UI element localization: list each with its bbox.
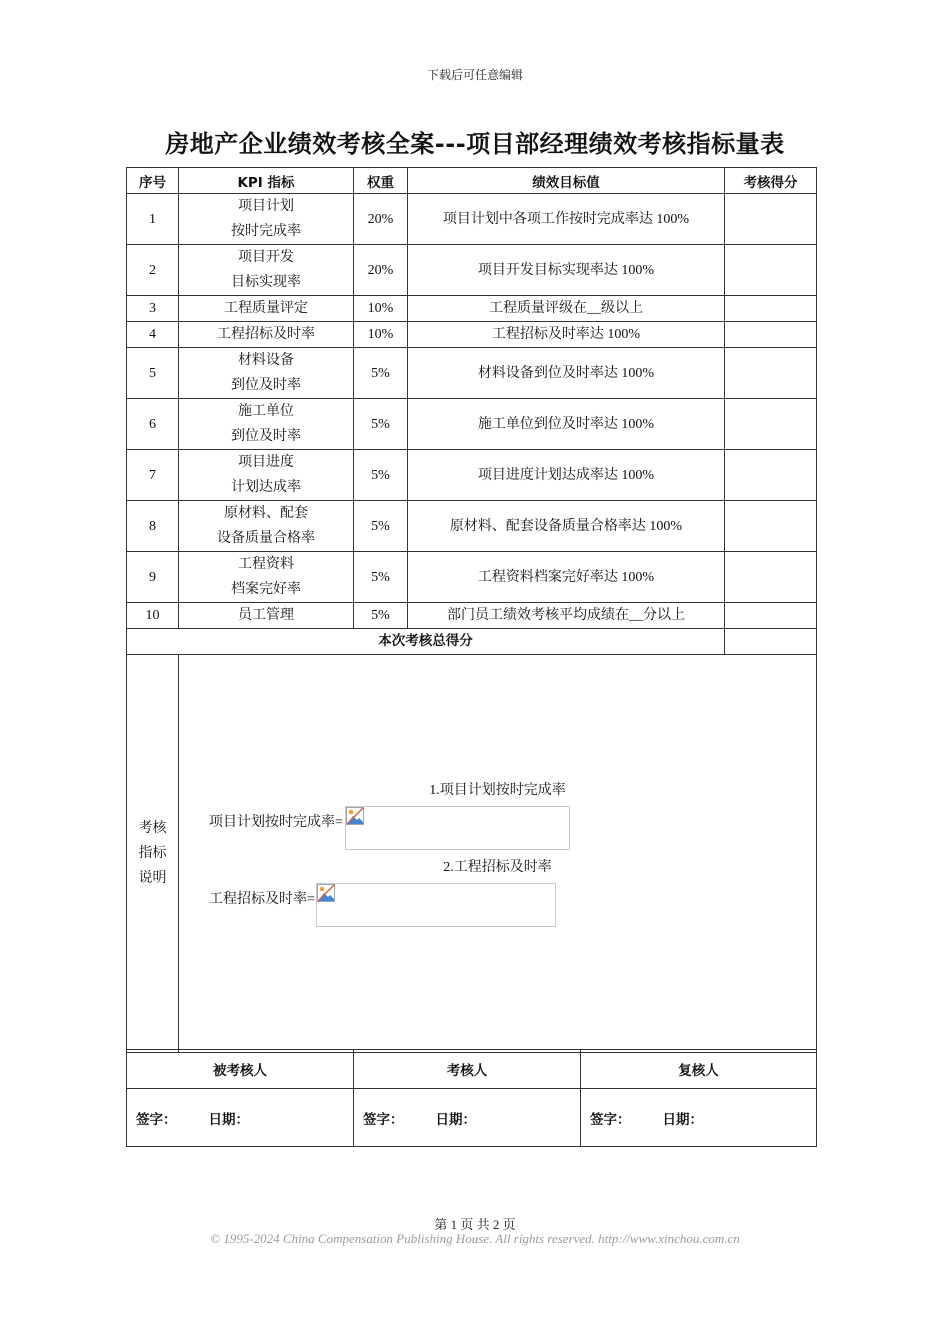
kpi-name-line: 工程资料 xyxy=(238,557,294,572)
kpi-name-line: 档案完好率 xyxy=(231,582,301,597)
header-note: 下载后可任意编辑 xyxy=(426,68,523,82)
kpi-score-cell[interactable] xyxy=(725,322,817,348)
kpi-target: 工程招标及时率达 100% xyxy=(408,322,725,348)
row-number: 6 xyxy=(127,399,179,450)
sign-label: 签字： xyxy=(136,1111,177,1128)
notes-label-line: 指标 xyxy=(138,846,167,861)
kpi-name xyxy=(179,399,354,450)
kpi-weight: 10% xyxy=(354,296,408,322)
kpi-weight: 5% xyxy=(354,603,408,629)
row-number: 9 xyxy=(127,552,179,603)
table-row xyxy=(127,194,817,245)
kpi-target: 材料设备到位及时率达 100% xyxy=(408,348,725,399)
kpi-score-cell[interactable] xyxy=(725,348,817,399)
total-score-label: 本次考核总得分 xyxy=(127,629,725,655)
kpi-target: 项目开发目标实现率达 100% xyxy=(408,245,725,296)
kpi-name-line: 项目开发 xyxy=(238,250,294,265)
kpi-name: 员工管理 xyxy=(179,603,354,629)
formula-text: 项目计划按时完成率= xyxy=(209,814,343,830)
date-label: 日期： xyxy=(208,1111,249,1128)
formula-row xyxy=(179,803,816,853)
kpi-name-line: 原材料、配套 xyxy=(224,506,308,521)
kpi-name xyxy=(179,501,354,552)
table-row xyxy=(127,501,817,552)
broken-image-icon xyxy=(346,807,364,825)
kpi-weight: 20% xyxy=(354,245,408,296)
table-row xyxy=(127,322,817,348)
kpi-weight: 5% xyxy=(354,501,408,552)
kpi-target: 工程资料档案完好率达 100% xyxy=(408,552,725,603)
signature-field-row xyxy=(127,1089,817,1147)
kpi-score-cell[interactable] xyxy=(725,552,817,603)
kpi-name-line: 按时完成率 xyxy=(231,224,301,239)
row-number: 5 xyxy=(127,348,179,399)
kpi-score-cell[interactable] xyxy=(725,245,817,296)
kpi-name-line: 到位及时率 xyxy=(231,378,301,393)
signature-table xyxy=(126,1049,817,1147)
reviewer-signature-cell[interactable] xyxy=(581,1089,817,1147)
row-number: 2 xyxy=(127,245,179,296)
kpi-name xyxy=(179,194,354,245)
kpi-name xyxy=(179,348,354,399)
table-row xyxy=(127,245,817,296)
kpi-target: 原材料、配套设备质量合格率达 100% xyxy=(408,501,725,552)
kpi-name-line: 到位及时率 xyxy=(231,429,301,444)
table-row xyxy=(127,399,817,450)
kpi-weight: 5% xyxy=(354,348,408,399)
kpi-weight: 20% xyxy=(354,194,408,245)
kpi-target: 工程质量评级在__级以上 xyxy=(408,296,725,322)
row-number: 10 xyxy=(127,603,179,629)
formula-image-placeholder xyxy=(316,883,556,927)
kpi-name xyxy=(179,450,354,501)
row-number: 4 xyxy=(127,322,179,348)
kpi-weight: 5% xyxy=(354,399,408,450)
kpi-name-line: 项目计划 xyxy=(238,199,294,214)
kpi-weight: 10% xyxy=(354,322,408,348)
kpi-score-cell[interactable] xyxy=(725,450,817,501)
notes-label-line: 考核 xyxy=(138,821,167,836)
sign-label: 签字： xyxy=(590,1111,631,1128)
header-score: 考核得分 xyxy=(725,168,817,194)
broken-image-icon xyxy=(317,884,335,902)
page-title: 房地产企业绩效考核全案---项目部经理绩效考核指标量表 xyxy=(165,130,785,158)
formula-image-placeholder xyxy=(345,806,570,850)
kpi-table xyxy=(126,167,817,1053)
notes-body xyxy=(179,655,817,1053)
date-label: 日期： xyxy=(662,1111,703,1128)
kpi-target: 项目计划中各项工作按时完成率达 100% xyxy=(408,194,725,245)
total-row xyxy=(127,629,817,655)
kpi-name-line: 施工单位 xyxy=(238,404,294,419)
formula-row xyxy=(179,880,816,930)
kpi-name: 工程质量评定 xyxy=(179,296,354,322)
date-label: 日期： xyxy=(435,1111,476,1128)
header-weight: 权重 xyxy=(354,168,408,194)
kpi-target: 部门员工绩效考核平均成绩在__分以上 xyxy=(408,603,725,629)
assessee-signature-cell[interactable] xyxy=(127,1089,354,1147)
row-number: 1 xyxy=(127,194,179,245)
kpi-score-cell[interactable] xyxy=(725,296,817,322)
total-score-cell[interactable] xyxy=(725,629,817,655)
kpi-score-cell[interactable] xyxy=(725,194,817,245)
role-reviewer: 复核人 xyxy=(581,1050,817,1089)
page-number: 第 1 页 共 2 页 xyxy=(434,1217,516,1232)
table-row xyxy=(127,552,817,603)
kpi-name xyxy=(179,245,354,296)
kpi-score-cell[interactable] xyxy=(725,399,817,450)
notes-label xyxy=(127,655,179,1053)
assessor-signature-cell[interactable] xyxy=(354,1089,581,1147)
kpi-name-line: 项目进度 xyxy=(238,455,294,470)
signature-role-row xyxy=(127,1050,817,1089)
role-assessor: 考核人 xyxy=(354,1050,581,1089)
table-row xyxy=(127,296,817,322)
header-no: 序号 xyxy=(127,168,179,194)
notes-row xyxy=(127,655,817,1053)
row-number: 3 xyxy=(127,296,179,322)
table-header-row xyxy=(127,168,817,194)
notes-label-line: 说明 xyxy=(138,871,167,886)
header-kpi: KPI 指标 xyxy=(179,168,354,194)
kpi-target: 项目进度计划达成率达 100% xyxy=(408,450,725,501)
note-heading: 1.项目计划按时完成率 xyxy=(429,782,566,798)
note-heading: 2.工程招标及时率 xyxy=(443,859,552,875)
kpi-weight: 5% xyxy=(354,450,408,501)
kpi-weight: 5% xyxy=(354,552,408,603)
header-target: 绩效目标值 xyxy=(408,168,725,194)
row-number: 7 xyxy=(127,450,179,501)
table-row xyxy=(127,348,817,399)
kpi-score-cell[interactable] xyxy=(725,603,817,629)
kpi-name-line: 设备质量合格率 xyxy=(217,531,315,546)
kpi-name-line: 材料设备 xyxy=(238,353,294,368)
copyright-notice: © 1995-2024 China Compensation Publishing House. All rights reserved. http://www.xinchou.com.cn xyxy=(210,1231,740,1246)
kpi-score-cell[interactable] xyxy=(725,501,817,552)
sign-label: 签字： xyxy=(363,1111,404,1128)
table-row xyxy=(127,603,817,629)
kpi-target: 施工单位到位及时率达 100% xyxy=(408,399,725,450)
kpi-name: 工程招标及时率 xyxy=(179,322,354,348)
formula-text: 工程招标及时率= xyxy=(209,891,315,907)
kpi-name xyxy=(179,552,354,603)
kpi-name-line: 计划达成率 xyxy=(231,480,301,495)
table-row xyxy=(127,450,817,501)
kpi-name-line: 目标实现率 xyxy=(231,275,301,290)
row-number: 8 xyxy=(127,501,179,552)
role-assessee: 被考核人 xyxy=(127,1050,354,1089)
